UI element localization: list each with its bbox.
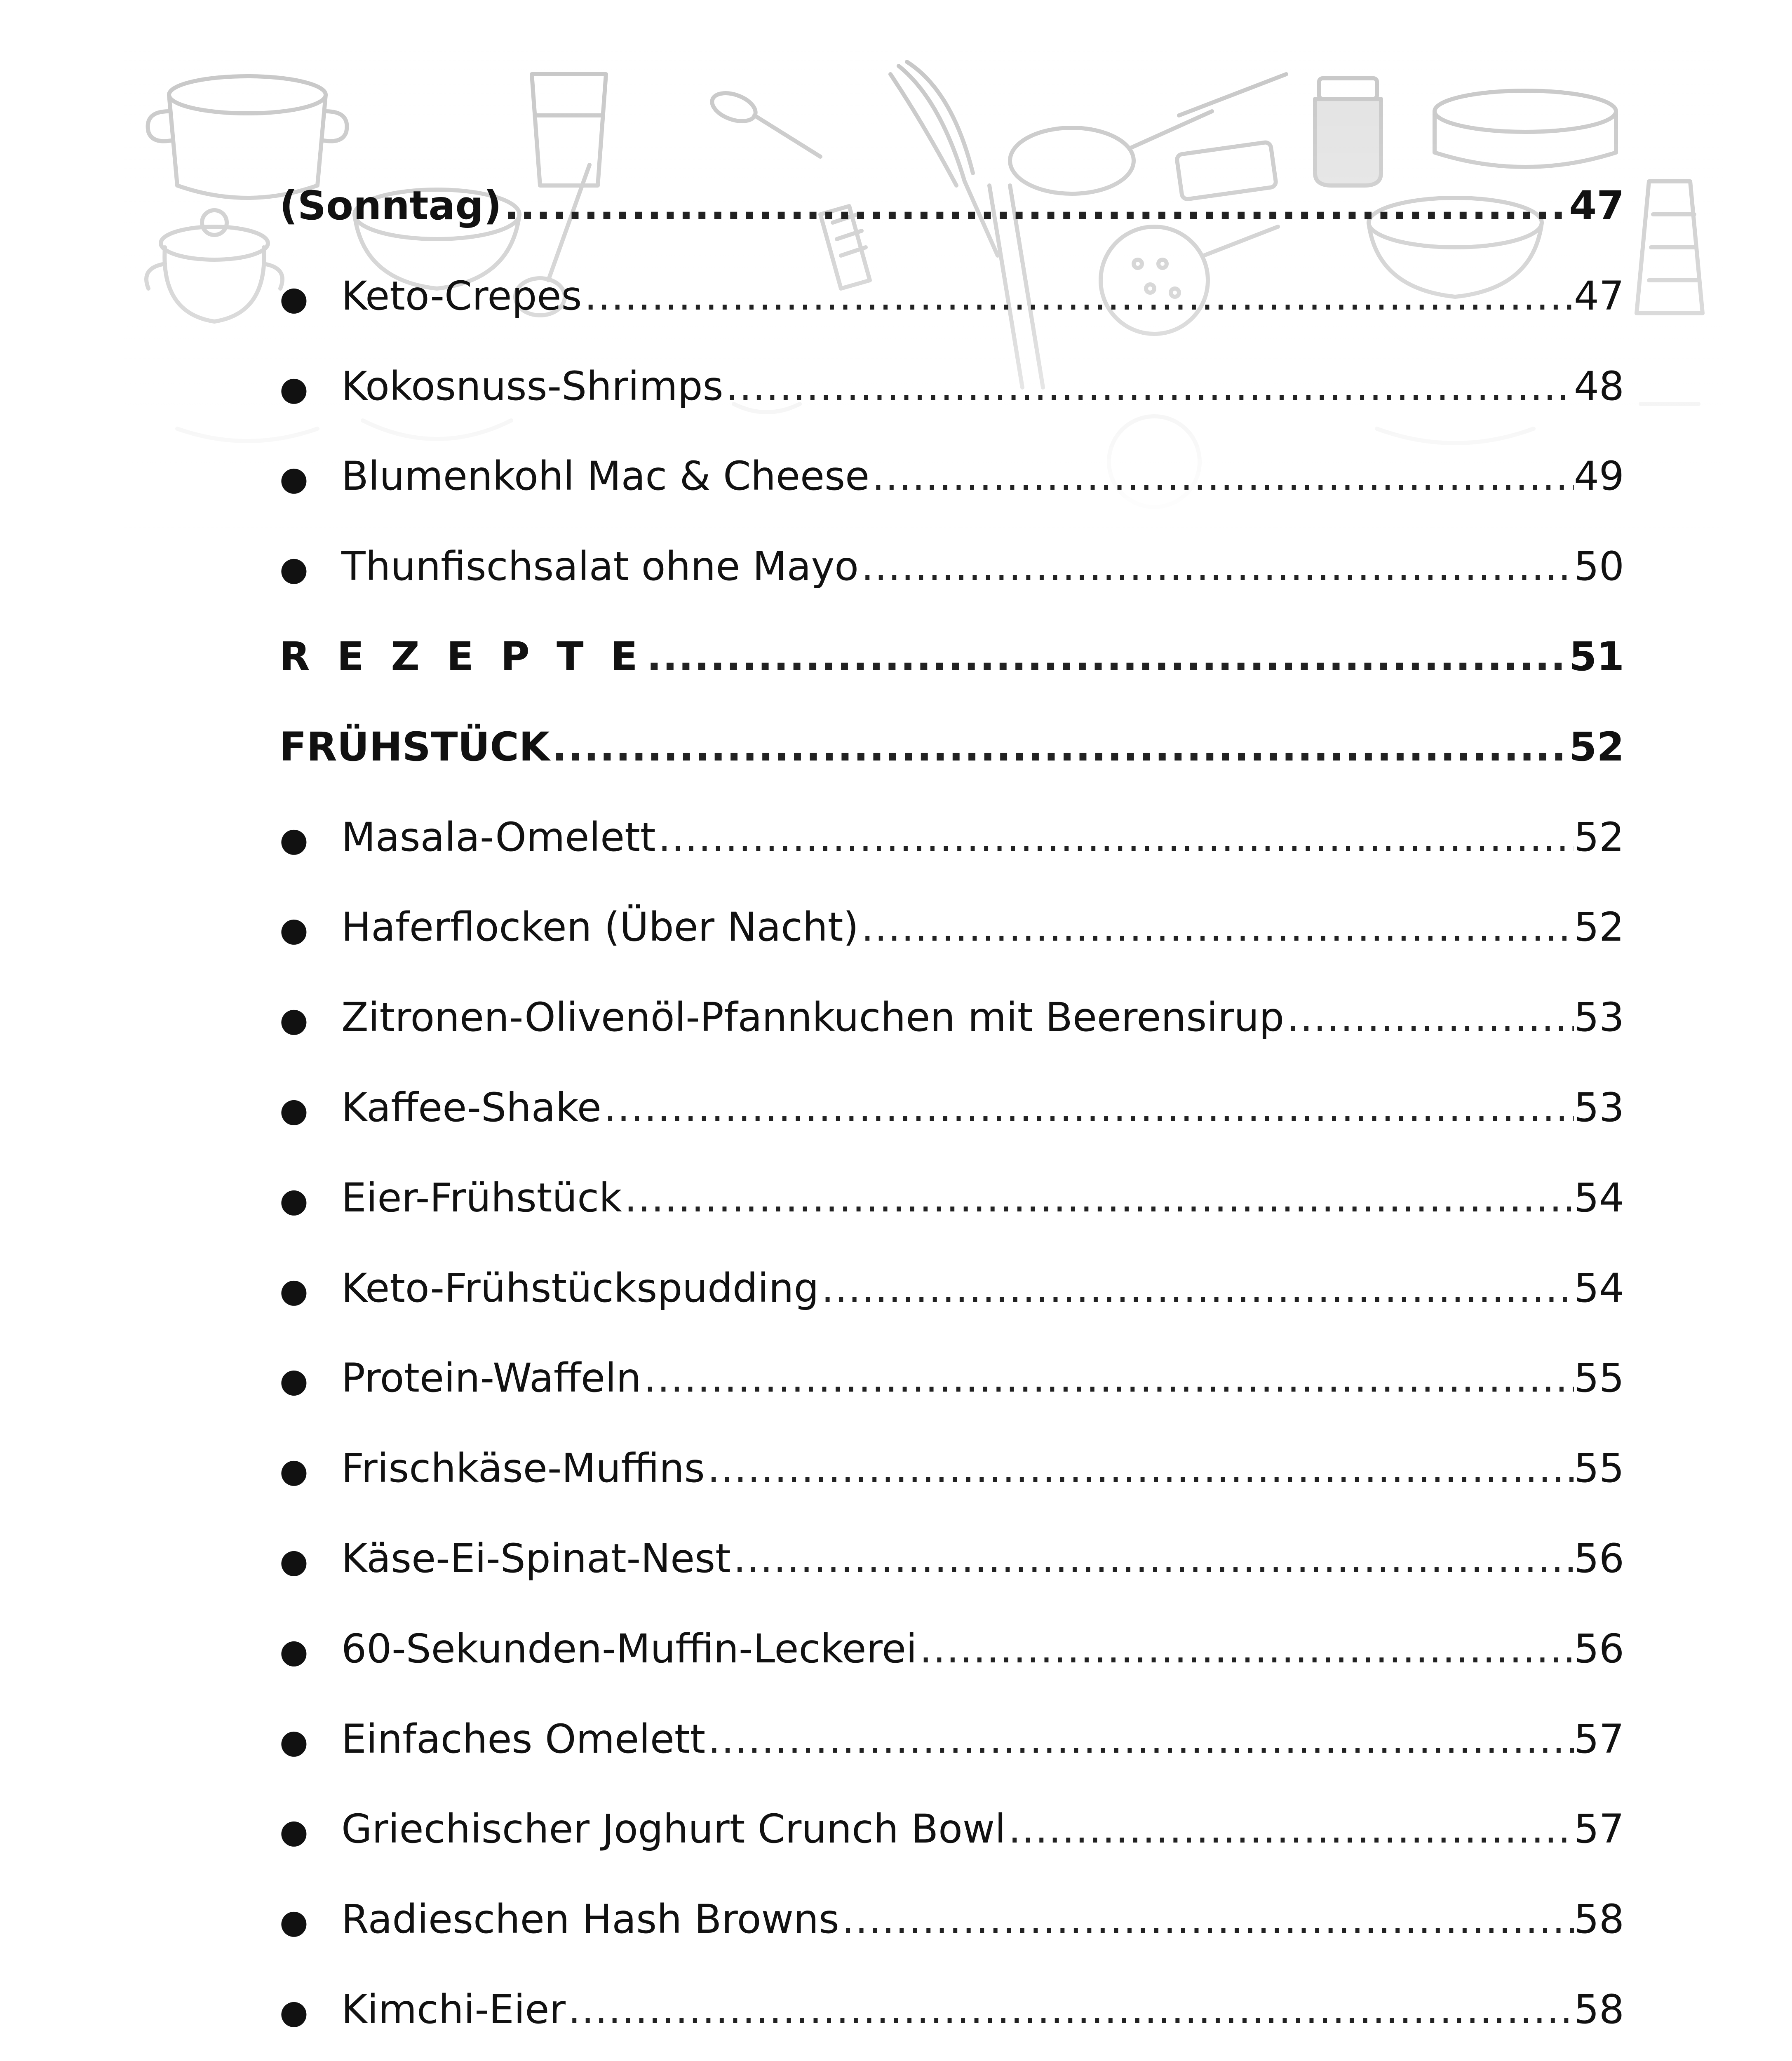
toc-entry-title: Radieschen Hash Browns — [341, 1896, 839, 1943]
toc-entry-title: Einfaches Omelett — [341, 1716, 706, 1762]
dot-leader — [859, 882, 1574, 972]
table-of-contents — [279, 161, 1624, 2061]
toc-entry-title: Frischkäse-Muffins — [341, 1445, 705, 1492]
dot-leader — [819, 1243, 1574, 1333]
bullet-icon: ● — [279, 1722, 308, 1761]
dot-leader — [731, 1514, 1574, 1604]
toc-entry-title: Kokosnuss-Shrimps — [341, 363, 723, 409]
toc-entry-title: 60-Sekunden-Muffin-Leckerei — [341, 1625, 917, 1672]
bullet-icon: ● — [279, 820, 308, 859]
toc-entry[interactable] — [279, 792, 1624, 883]
bullet-icon: ● — [279, 279, 308, 317]
toc-entry-page-number: 58 — [1574, 1986, 1624, 2033]
dot-leader — [1006, 1784, 1574, 1874]
toc-entry-page-number: 52 — [1574, 814, 1624, 860]
dot-leader — [641, 1333, 1574, 1423]
toc-entry-title: (Sonntag) — [279, 183, 502, 229]
dot-leader — [622, 1153, 1574, 1243]
toc-entry-page-number: 56 — [1574, 1535, 1624, 1582]
toc-entry-page-number: 54 — [1574, 1265, 1624, 1311]
toc-entry[interactable] — [279, 882, 1624, 972]
bullet-icon: ● — [279, 1451, 308, 1490]
toc-entry-title: Thunfischsalat ohne Mayo — [341, 543, 859, 590]
toc-entry-title: Kimchi-Eier — [341, 1986, 566, 2033]
toc-entry-page-number: 57 — [1574, 1716, 1624, 1762]
toc-entry[interactable] — [279, 1063, 1624, 1153]
toc-entry[interactable] — [279, 1333, 1624, 1423]
dot-leader — [705, 1423, 1574, 1514]
toc-entry-page-number: 51 — [1569, 633, 1624, 680]
bullet-icon: ● — [279, 910, 308, 949]
dot-leader — [674, 2055, 1574, 2061]
toc-entry[interactable] — [279, 341, 1624, 432]
dot-leader — [723, 341, 1574, 432]
toc-entry[interactable] — [279, 1153, 1624, 1243]
toc-entry-page-number: 50 — [1574, 543, 1624, 590]
toc-entry-title: Masala-Omelett — [341, 814, 656, 860]
toc-entry[interactable] — [279, 702, 1624, 792]
dot-leader — [917, 1604, 1574, 1694]
toc-entry-title: Keto-Frühstückspudding — [341, 1265, 819, 1311]
toc-entry-title: Keto-Crepes — [341, 272, 582, 319]
toc-entry-page-number: 48 — [1574, 363, 1624, 409]
toc-entry[interactable] — [279, 1514, 1624, 1604]
toc-entry-title: Käse-Ei-Spinat-Nest — [341, 1535, 731, 1582]
toc-entry[interactable] — [279, 251, 1624, 341]
bullet-icon: ● — [279, 459, 308, 498]
bullet-icon: ● — [279, 1361, 308, 1400]
toc-entry[interactable] — [279, 161, 1624, 251]
toc-entry-page-number: 53 — [1574, 1084, 1624, 1131]
toc-entry[interactable] — [279, 1694, 1624, 1784]
dot-leader — [705, 1694, 1574, 1784]
toc-entry-page-number: 55 — [1574, 1445, 1624, 1492]
toc-entry[interactable] — [279, 972, 1624, 1063]
toc-entry-title — [341, 2055, 674, 2061]
dot-leader — [869, 431, 1574, 521]
toc-entry-page-number: 49 — [1574, 453, 1624, 500]
dot-leader — [582, 251, 1574, 341]
toc-entry[interactable] — [279, 1784, 1624, 1874]
toc-entry-title: Griechischer Joghurt Crunch Bowl — [341, 1806, 1006, 1852]
toc-entry-page-number: 56 — [1574, 1625, 1624, 1672]
toc-entry[interactable] — [279, 431, 1624, 521]
toc-entry[interactable] — [279, 1604, 1624, 1694]
bullet-icon: ● — [279, 1541, 308, 1580]
dot-leader — [1284, 972, 1574, 1063]
toc-entry[interactable] — [279, 521, 1624, 612]
toc-entry-title: FRÜHSTÜCK — [279, 723, 550, 770]
toc-entry-page-number — [1574, 2055, 1624, 2061]
bullet-icon: ● — [279, 1631, 308, 1670]
bullet-icon: ● — [279, 1271, 308, 1310]
dot-leader — [859, 521, 1574, 612]
dot-leader — [566, 1965, 1574, 2055]
toc-entry-title: R E Z E P T E — [279, 633, 644, 680]
toc-entry[interactable] — [279, 1874, 1624, 1965]
toc-entry-page-number: 53 — [1574, 994, 1624, 1041]
dot-leader — [601, 1063, 1574, 1153]
bullet-icon: ● — [279, 1181, 308, 1219]
bullet-icon: ● — [279, 1992, 308, 2031]
bullet-icon: ● — [279, 369, 308, 408]
toc-entry-page-number: 47 — [1569, 183, 1624, 229]
toc-entry[interactable] — [279, 612, 1624, 702]
bullet-icon: ● — [279, 1812, 308, 1851]
bullet-icon: ● — [279, 549, 308, 588]
toc-entry-title: Blumenkohl Mac & Cheese — [341, 453, 870, 500]
dot-leader — [644, 612, 1569, 702]
toc-entry-title: Eier-Frühstück — [341, 1174, 622, 1221]
bullet-icon: ● — [279, 1000, 308, 1039]
toc-entry[interactable] — [279, 1423, 1624, 1514]
toc-entry[interactable] — [279, 1965, 1624, 2055]
toc-entry[interactable] — [279, 2055, 1624, 2061]
dot-leader — [550, 702, 1569, 792]
toc-entry-page-number: 55 — [1574, 1355, 1624, 1401]
bullet-icon: ● — [279, 1090, 308, 1129]
toc-entry-page-number: 57 — [1574, 1806, 1624, 1852]
dot-leader — [839, 1874, 1574, 1965]
bullet-icon: ● — [279, 1902, 308, 1941]
dot-leader — [655, 792, 1574, 883]
toc-entry-title: Kaffee-Shake — [341, 1084, 601, 1131]
toc-entry-title: Zitronen-Olivenöl-Pfannkuchen mit Beerensirup — [341, 994, 1285, 1041]
toc-entry-title: Haferflocken (Über Nacht) — [341, 904, 859, 951]
bullet-icon — [279, 2057, 341, 2061]
toc-entry-page-number: 52 — [1574, 904, 1624, 951]
toc-entry-page-number: 54 — [1574, 1174, 1624, 1221]
toc-entry-page-number: 47 — [1574, 272, 1624, 319]
dot-leader — [502, 161, 1569, 251]
toc-entry-page-number: 58 — [1574, 1896, 1624, 1943]
toc-entry-page-number: 52 — [1569, 723, 1624, 770]
toc-entry[interactable] — [279, 1243, 1624, 1333]
toc-entry-title: Protein-Waffeln — [341, 1355, 641, 1401]
